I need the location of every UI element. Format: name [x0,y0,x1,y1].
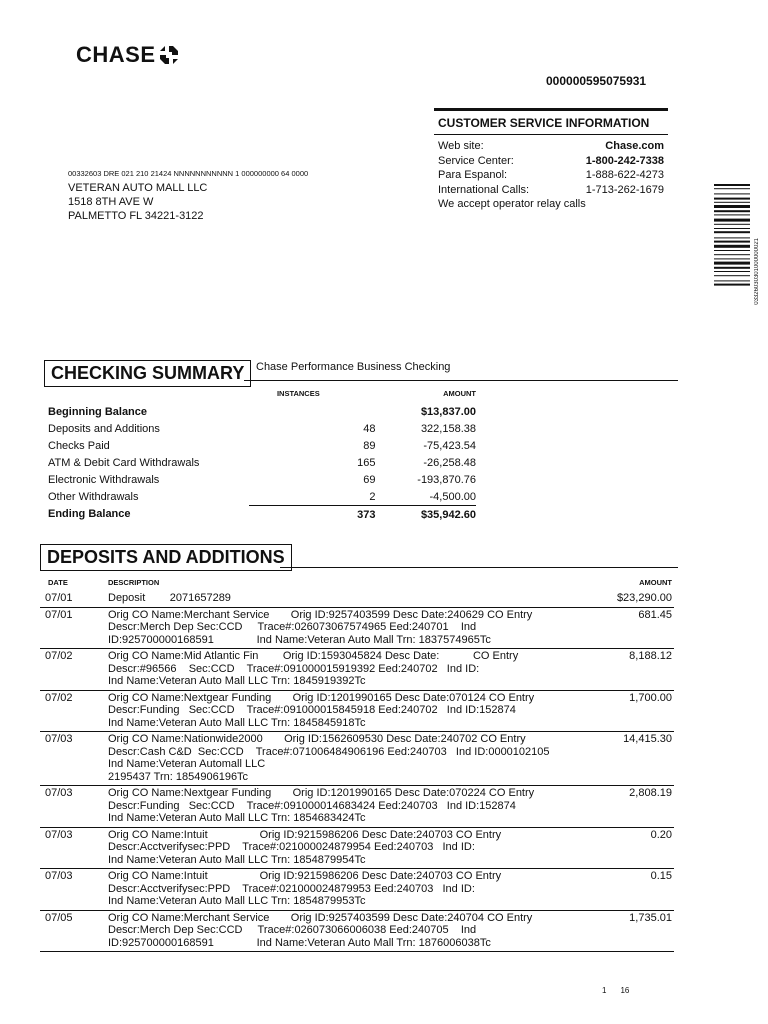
deposit-row [40,591,674,608]
deposit-row [40,911,674,953]
deposit-row [40,828,674,870]
barcode [714,184,750,324]
deposit-description: Deposit 2071657289 [108,592,231,604]
deposit-amount: 1,700.00 [629,691,672,704]
deposit-description: Orig CO Name:Merchant Service Orig ID:9257403599 Desc Date:240704 CO Entry Descr:Merch Dep Sec:CCD Trace#:026073066006038 Eed:240705 Ind ID:925700000168591 Ind Name:Veteran Auto Mall Trn: 1876006038Tc [108,911,533,949]
summary-row: Checks Paid 89 -75,423.54 [48,439,476,452]
barcode-number: 03326030301000000021 [754,238,760,305]
checking-summary-table [48,389,476,523]
relay-note: We accept operator relay calls [438,198,586,210]
checking-summary-title: CHECKING SUMMARY [44,360,251,387]
deposit-description: Orig CO Name:Nextgear Funding Orig ID:1201990165 Desc Date:070224 CO Entry Descr:Funding Sec:CCD Trace#:091000014683424 Eed:240703 Ind ID:152874 Ind Name:Veteran Auto Mall LLC Trn: 1854683424Tc [108,787,535,824]
deposit-amount: 2,808.19 [629,787,672,799]
chase-logo [76,42,178,68]
deposit-row [40,786,674,828]
deposit-description: Orig CO Name:Mid Atlantic Fin Orig ID:1593045824 Desc Date: CO Entry Descr:#96566 Sec:CCD Trace#:091000015919392 Eed:240702 Ind ID: Ind Name:Veteran Auto Mall LLC Trn: 1845919392Tc [108,650,519,687]
deposit-description: Orig CO Name:Intuit Orig ID:9215986206 Desc Date:240703 CO Entry Descr:Acctverifysec:PPD Trace#:021000024879954 Eed:240703 Ind ID: Ind Name:Veteran Auto Mall LLC Trn: 1854879954Tc [108,828,502,866]
address-name: VETERAN AUTO MALL LLC [68,182,208,194]
customer-service-info [434,108,668,211]
product-name: Chase Performance Business Checking [256,361,451,373]
beginning-balance-row: Beginning Balance $13,837.00 [48,405,476,418]
csi-row-international: International Calls: 1-713-262-1679 [438,183,664,196]
deposit-date: 07/03 [45,870,73,882]
address-street: 1518 8TH AVE W [68,196,154,208]
account-number: 000000595075931 [546,74,647,88]
chase-octagon-icon [160,46,178,64]
deposit-date: 07/02 [45,691,73,704]
page-current: 1 [602,986,607,995]
deposit-description: Orig CO Name:Intuit Orig ID:9215986206 Desc Date:240703 CO Entry Descr:Acctverifysec:PPD Trace#:021000024879953 Eed:240703 Ind ID: Ind Name:Veteran Auto Mall LLC Trn: 1854879953Tc [108,870,502,907]
csi-row-para-espanol: Para Espanol: 1-888-622-4273 [438,169,664,181]
csi-row-website: Web site: Chase.com [438,140,664,152]
ending-balance-row: Ending Balance 373 $35,942.60 [48,506,476,524]
deposit-amount: 0.15 [650,870,672,882]
deposit-row [40,608,674,650]
deposit-row [40,649,674,691]
website-link[interactable]: Chase.com [605,140,664,152]
col-description: DESCRIPTION [108,578,160,587]
deposit-amount: 681.45 [638,608,672,621]
deposits-title: DEPOSITS AND ADDITIONS [40,544,292,571]
deposit-row [40,691,674,733]
deposit-date: 07/01 [45,592,73,604]
summary-row: Deposits and Additions 48 322,158.38 [48,422,476,435]
csi-row-service-center: Service Center: 1-800-242-7338 [438,154,664,167]
summary-row: Other Withdrawals 2 -4,500.00 [48,490,476,503]
brand-name: CHASE [76,42,156,67]
summary-row: Electronic Withdrawals 69 -193,870.76 [48,473,476,486]
col-amount: AMOUNT [639,578,672,587]
col-instances: INSTANCES [276,389,320,398]
deposit-description: Orig CO Name:Nextgear Funding Orig ID:1201990165 Desc Date:070124 CO Entry Descr:Funding Sec:CCD Trace#:091000015845918 Eed:240702 Ind ID:152874 Ind Name:Veteran Auto Mall LLC Trn: 1845845918Tc [108,691,535,729]
address-city: PALMETTO FL 34221-3122 [68,210,204,222]
deposit-date: 07/02 [45,650,73,662]
deposit-amount: $23,290.00 [616,592,672,604]
summary-row: ATM & Debit Card Withdrawals 165 -26,258.48 [48,456,476,469]
deposit-description: Orig CO Name:Nationwide2000 Orig ID:1562609530 Desc Date:240702 CO Entry Descr:Cash C&D Sec:CCD Trace#:071006484906196 Eed:240703 Ind ID:0000102105 Ind Name:Veteran Automall LLC 2195437 Trn: 1854906196Tc [108,733,550,783]
mail-code-line: 00332603 DRE 021 210 21424 NNNNNNNNNNN 1 000000000 64 0000 [68,169,309,178]
deposit-date: 07/03 [45,828,73,841]
deposit-date: 07/03 [45,733,73,745]
deposit-row [40,732,674,786]
col-date: DATE [48,578,68,587]
col-amount: AMOUNT [443,389,476,398]
mailing-address [68,181,207,223]
summary-rule [244,380,678,381]
deposit-row [40,869,674,911]
deposit-date: 07/03 [45,787,73,799]
page-total: 16 [620,986,630,995]
deposit-amount: 14,415.30 [623,733,672,745]
deposit-date: 07/01 [45,608,73,621]
deposit-amount: 8,188.12 [629,650,672,662]
customer-service-title: CUSTOMER SERVICE INFORMATION [434,108,668,135]
deposits-list [40,591,674,952]
deposit-description: Orig CO Name:Merchant Service Orig ID:9257403599 Desc Date:240629 CO Entry Descr:Merch Dep Sec:CCD Trace#:026073067574965 Eed:240701 Ind ID:925700000168591 Ind Name:Veteran Auto Mall Trn: 1837574965Tc [108,608,533,646]
deposit-amount: 1,735.01 [629,911,672,924]
deposit-date: 07/05 [45,911,73,924]
deposits-rule [280,567,678,568]
deposit-amount: 0.20 [650,828,672,841]
page-indicator [602,986,629,995]
